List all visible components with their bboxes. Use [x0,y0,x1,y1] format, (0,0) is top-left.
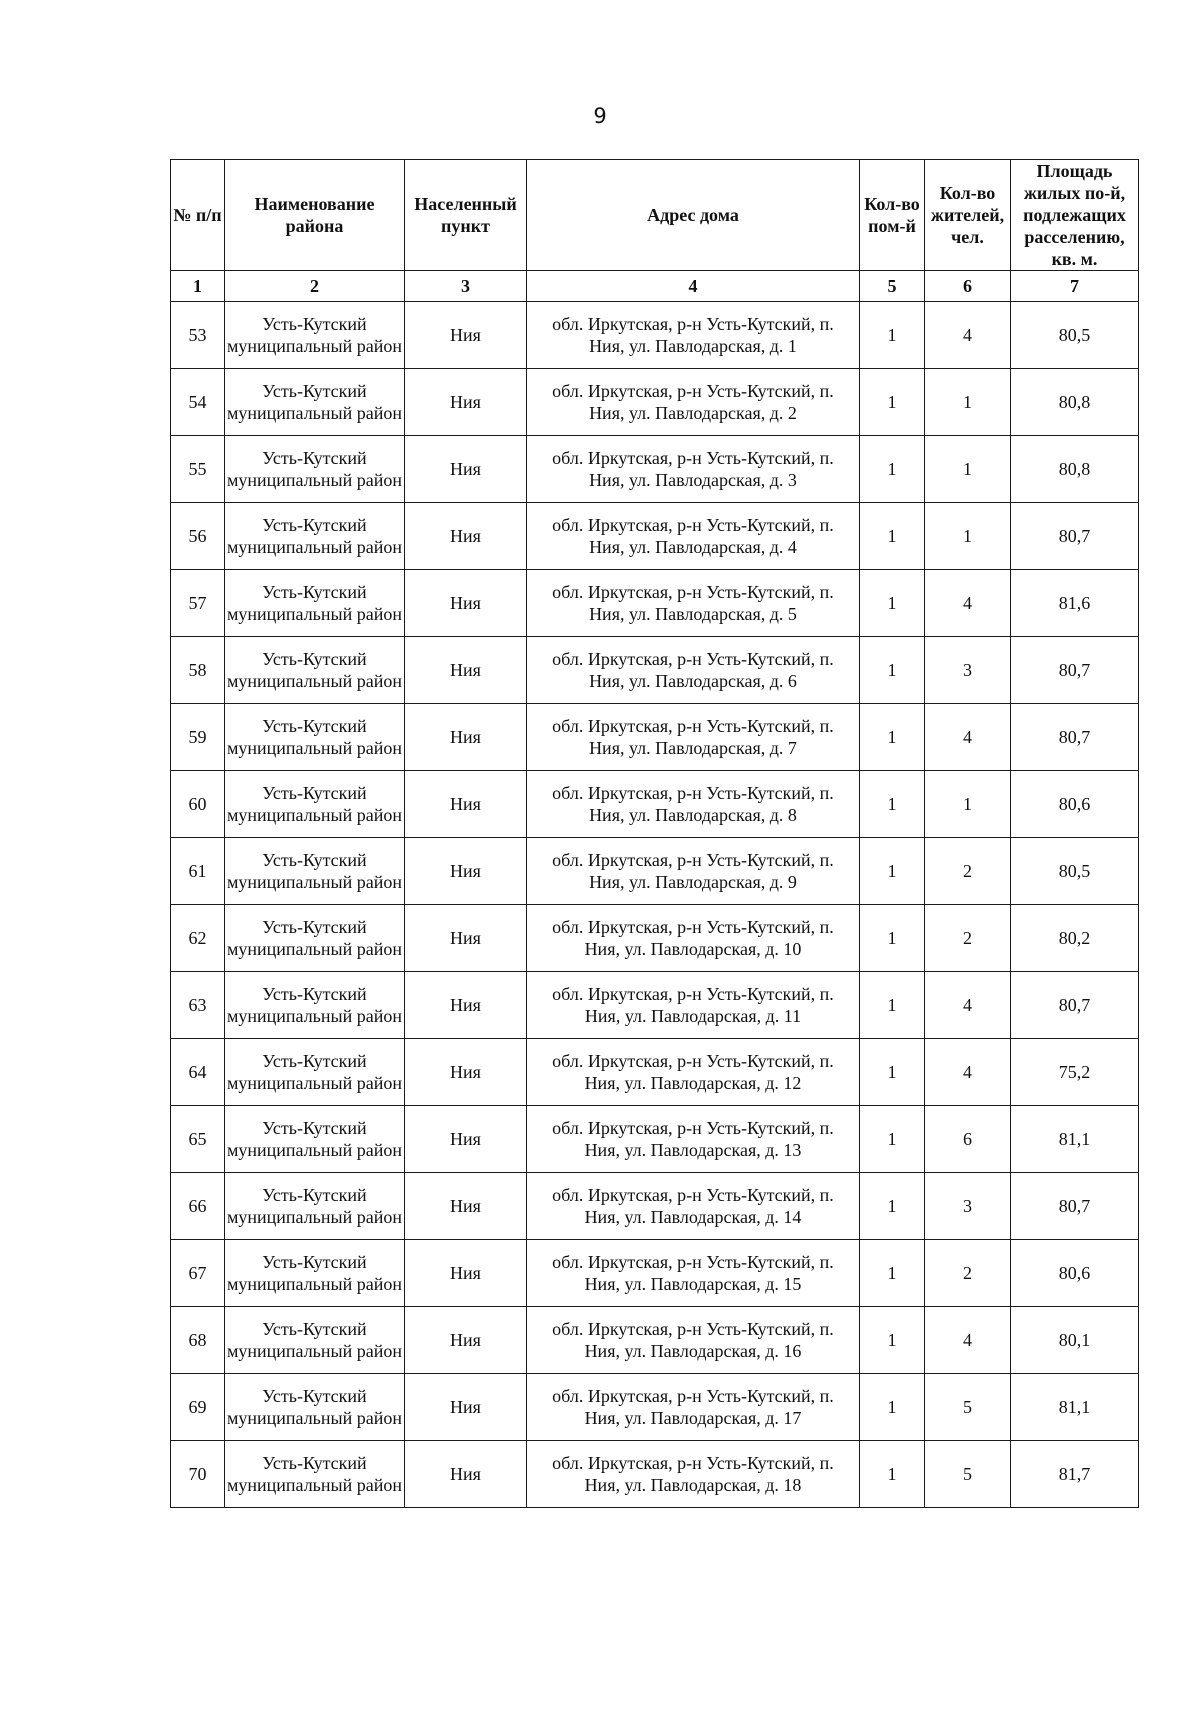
settlement-name: Ния [405,1240,527,1307]
house-address: обл. Иркутская, р-н Усть-Кутский, п. Ния, ул. Павлодарская, д. 12 [527,1039,860,1106]
residents-count: 5 [925,1441,1011,1508]
house-address: обл. Иркутская, р-н Усть-Кутский, п. Ния, ул. Павлодарская, д. 10 [527,905,860,972]
residents-count: 4 [925,1307,1011,1374]
row-number: 66 [171,1173,225,1240]
house-address: обл. Иркутская, р-н Усть-Кутский, п. Ния, ул. Павлодарская, д. 6 [527,637,860,704]
residents-count: 6 [925,1106,1011,1173]
house-address: обл. Иркутская, р-н Усть-Кутский, п. Ния, ул. Павлодарская, д. 16 [527,1307,860,1374]
premises-count: 1 [860,972,925,1039]
residents-count: 4 [925,972,1011,1039]
district-name: Усть-Кутский муниципальный район [225,905,405,972]
premises-count: 1 [860,1106,925,1173]
column-number: 4 [527,271,860,302]
column-number: 6 [925,271,1011,302]
district-name: Усть-Кутский муниципальный район [225,1173,405,1240]
row-number: 70 [171,1441,225,1508]
row-number: 59 [171,704,225,771]
premises-count: 1 [860,838,925,905]
living-area: 80,6 [1011,771,1139,838]
residents-count: 4 [925,302,1011,369]
residents-count: 1 [925,771,1011,838]
district-name: Усть-Кутский муниципальный район [225,1106,405,1173]
table-row [171,1106,1139,1173]
premises-count: 1 [860,1240,925,1307]
row-number: 68 [171,1307,225,1374]
house-address: обл. Иркутская, р-н Усть-Кутский, п. Ния, ул. Павлодарская, д. 9 [527,838,860,905]
residents-count: 3 [925,1173,1011,1240]
house-address: обл. Иркутская, р-н Усть-Кутский, п. Ния, ул. Павлодарская, д. 18 [527,1441,860,1508]
table-body [171,302,1139,1508]
premises-count: 1 [860,1173,925,1240]
house-address: обл. Иркутская, р-н Усть-Кутский, п. Ния, ул. Павлодарская, д. 13 [527,1106,860,1173]
living-area: 80,8 [1011,436,1139,503]
table-header-row [171,160,1139,271]
premises-count: 1 [860,302,925,369]
district-name: Усть-Кутский муниципальный район [225,771,405,838]
settlement-name: Ния [405,704,527,771]
house-address: обл. Иркутская, р-н Усть-Кутский, п. Ния, ул. Павлодарская, д. 15 [527,1240,860,1307]
row-number: 69 [171,1374,225,1441]
row-number: 60 [171,771,225,838]
residents-count: 2 [925,838,1011,905]
table-row [171,637,1139,704]
living-area: 80,7 [1011,1173,1139,1240]
settlement-name: Ния [405,1039,527,1106]
premises-count: 1 [860,1307,925,1374]
district-name: Усть-Кутский муниципальный район [225,838,405,905]
settlement-name: Ния [405,1307,527,1374]
row-number: 56 [171,503,225,570]
district-name: Усть-Кутский муниципальный район [225,503,405,570]
premises-count: 1 [860,704,925,771]
district-name: Усть-Кутский муниципальный район [225,1374,405,1441]
table-row [171,302,1139,369]
living-area: 81,7 [1011,1441,1139,1508]
row-number: 57 [171,570,225,637]
table-row [171,1307,1139,1374]
premises-count: 1 [860,905,925,972]
table-row [171,972,1139,1039]
settlement-name: Ния [405,1441,527,1508]
column-number: 3 [405,271,527,302]
house-address: обл. Иркутская, р-н Усть-Кутский, п. Ния, ул. Павлодарская, д. 5 [527,570,860,637]
district-name: Усть-Кутский муниципальный район [225,302,405,369]
living-area: 80,7 [1011,637,1139,704]
premises-count: 1 [860,771,925,838]
table-row [171,704,1139,771]
row-number: 53 [171,302,225,369]
residents-count: 2 [925,1240,1011,1307]
premises-count: 1 [860,570,925,637]
living-area: 80,8 [1011,369,1139,436]
premises-count: 1 [860,369,925,436]
living-area: 81,1 [1011,1374,1139,1441]
table-row [171,1173,1139,1240]
living-area: 80,5 [1011,838,1139,905]
living-area: 80,2 [1011,905,1139,972]
premises-count: 1 [860,1441,925,1508]
settlement-name: Ния [405,905,527,972]
header-address: Адрес дома [527,160,860,271]
table-row [171,1039,1139,1106]
residents-count: 2 [925,905,1011,972]
settlement-name: Ния [405,503,527,570]
header-premises-count: Кол-во пом-й [860,160,925,271]
table-row [171,1240,1139,1307]
house-address: обл. Иркутская, р-н Усть-Кутский, п. Ния, ул. Павлодарская, д. 17 [527,1374,860,1441]
premises-count: 1 [860,1374,925,1441]
district-name: Усть-Кутский муниципальный район [225,1441,405,1508]
district-name: Усть-Кутский муниципальный район [225,570,405,637]
header-area: Площадь жилых по-й, подлежащих расселению, кв. м. [1011,160,1139,271]
district-name: Усть-Кутский муниципальный район [225,637,405,704]
house-address: обл. Иркутская, р-н Усть-Кутский, п. Ния, ул. Павлодарская, д. 4 [527,503,860,570]
table-row [171,1374,1139,1441]
header-district: Наименование района [225,160,405,271]
house-address: обл. Иркутская, р-н Усть-Кутский, п. Ния, ул. Павлодарская, д. 1 [527,302,860,369]
row-number: 62 [171,905,225,972]
row-number: 64 [171,1039,225,1106]
settlement-name: Ния [405,302,527,369]
house-address: обл. Иркутская, р-н Усть-Кутский, п. Ния, ул. Павлодарская, д. 7 [527,704,860,771]
settlement-name: Ния [405,570,527,637]
district-name: Усть-Кутский муниципальный район [225,1039,405,1106]
table-row [171,369,1139,436]
district-name: Усть-Кутский муниципальный район [225,1307,405,1374]
residents-count: 4 [925,570,1011,637]
living-area: 81,6 [1011,570,1139,637]
settlement-name: Ния [405,1374,527,1441]
settlement-name: Ния [405,972,527,1039]
resettlement-table [170,159,1139,1508]
row-number: 55 [171,436,225,503]
column-number: 7 [1011,271,1139,302]
district-name: Усть-Кутский муниципальный район [225,436,405,503]
house-address: обл. Иркутская, р-н Усть-Кутский, п. Ния, ул. Павлодарская, д. 3 [527,436,860,503]
table-row [171,771,1139,838]
residents-count: 1 [925,436,1011,503]
premises-count: 1 [860,503,925,570]
header-number: № п/п [171,160,225,271]
column-number: 2 [225,271,405,302]
settlement-name: Ния [405,771,527,838]
house-address: обл. Иркутская, р-н Усть-Кутский, п. Ния, ул. Павлодарская, д. 14 [527,1173,860,1240]
table-row [171,1441,1139,1508]
column-number: 1 [171,271,225,302]
row-number: 67 [171,1240,225,1307]
residents-count: 4 [925,704,1011,771]
table-row [171,570,1139,637]
table-row [171,503,1139,570]
settlement-name: Ния [405,436,527,503]
premises-count: 1 [860,1039,925,1106]
settlement-name: Ния [405,838,527,905]
living-area: 80,5 [1011,302,1139,369]
settlement-name: Ния [405,1106,527,1173]
house-address: обл. Иркутская, р-н Усть-Кутский, п. Ния, ул. Павлодарская, д. 2 [527,369,860,436]
living-area: 75,2 [1011,1039,1139,1106]
row-number: 63 [171,972,225,1039]
house-address: обл. Иркутская, р-н Усть-Кутский, п. Ния, ул. Павлодарская, д. 11 [527,972,860,1039]
district-name: Усть-Кутский муниципальный район [225,972,405,1039]
table-row [171,838,1139,905]
living-area: 80,7 [1011,503,1139,570]
residents-count: 1 [925,503,1011,570]
district-name: Усть-Кутский муниципальный район [225,369,405,436]
table-row [171,436,1139,503]
header-settlement: Населенный пункт [405,160,527,271]
settlement-name: Ния [405,369,527,436]
living-area: 80,6 [1011,1240,1139,1307]
district-name: Усть-Кутский муниципальный район [225,704,405,771]
header-residents-count: Кол-во жителей, чел. [925,160,1011,271]
living-area: 81,1 [1011,1106,1139,1173]
column-number: 5 [860,271,925,302]
row-number: 54 [171,369,225,436]
page-number: 9 [593,104,607,128]
premises-count: 1 [860,637,925,704]
table-row [171,905,1139,972]
row-number: 61 [171,838,225,905]
residents-count: 4 [925,1039,1011,1106]
column-number-row [171,271,1139,302]
living-area: 80,7 [1011,972,1139,1039]
premises-count: 1 [860,436,925,503]
district-name: Усть-Кутский муниципальный район [225,1240,405,1307]
row-number: 58 [171,637,225,704]
house-address: обл. Иркутская, р-н Усть-Кутский, п. Ния, ул. Павлодарская, д. 8 [527,771,860,838]
living-area: 80,1 [1011,1307,1139,1374]
row-number: 65 [171,1106,225,1173]
residents-count: 3 [925,637,1011,704]
residents-count: 1 [925,369,1011,436]
residents-count: 5 [925,1374,1011,1441]
settlement-name: Ния [405,637,527,704]
settlement-name: Ния [405,1173,527,1240]
living-area: 80,7 [1011,704,1139,771]
